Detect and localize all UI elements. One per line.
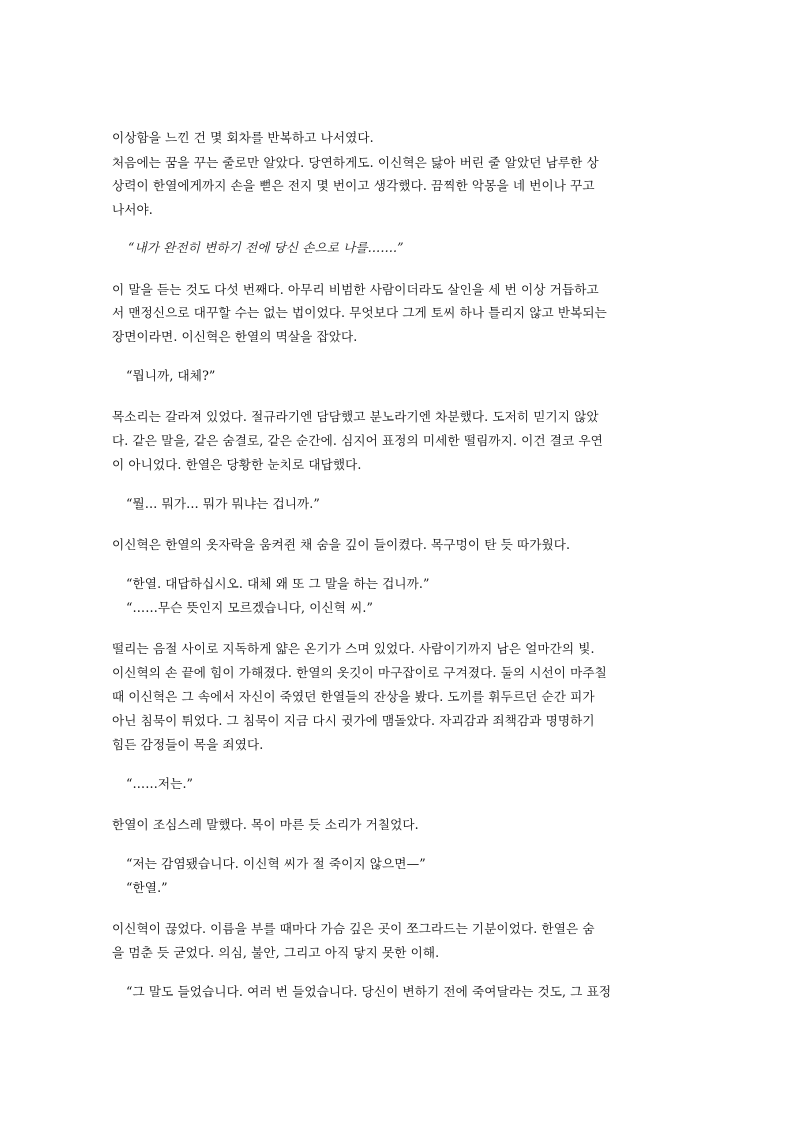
paragraph-line: 때 이신혁은 그 속에서 자신이 죽였던 한열들의 잔상을 봤다. 도끼를 휘두르던 순간 피가 [112, 689, 595, 704]
dialogue-line: “……저는.” [126, 776, 194, 791]
paragraph-line: 이 아니었다. 한열은 당황한 눈치로 대답했다. [112, 457, 362, 472]
paragraph-line: 다. 같은 말을, 같은 숨결로, 같은 순간에. 심지어 표정의 미세한 떨림까지. 이건 결코 우연 [112, 433, 603, 448]
dialogue-line: “뭡니까, 대체?” [126, 368, 216, 383]
dialogue-line: “저는 감염됐습니다. 이신혁 씨가 절 죽이지 않으면—” [126, 856, 426, 871]
paragraph-line: 처음에는 꿈을 꾸는 줄로만 알았다. 당연하게도. 이신혁은 닳아 버린 줄 알았던 남루한 상 [112, 155, 599, 170]
dialogue-line: “뭘… 뭐가… 뭐가 뭐냐는 겁니까.” [126, 496, 320, 511]
dialogue-line: “한열. 대답하십시오. 대체 왜 또 그 말을 하는 겁니까.” [126, 576, 430, 591]
paragraph-line: 아닌 침묵이 튀었다. 그 침묵이 지금 다시 귓가에 맴돌았다. 자괴감과 죄책감과 명명하기 [112, 713, 595, 728]
paragraph-line: 이 말을 듣는 것도 다섯 번째다. 아무리 비범한 사람이더라도 살인을 세 번 이상 거듭하고 [112, 282, 599, 297]
dialogue-line: “그 말도 들었습니다. 여러 번 들었습니다. 당신이 변하기 전에 죽여달라는 것도, 그 표정 [126, 984, 612, 999]
paragraph-line: 장면이라면. 이신혁은 한열의 멱살을 잡았다. [112, 329, 358, 344]
paragraph-line: 한열이 조심스레 말했다. 목이 마른 듯 소리가 거칠었다. [112, 817, 419, 832]
paragraph-line: 목소리는 갈라져 있었다. 절규라기엔 담담했고 분노라기엔 차분했다. 도저히 믿기지 않았 [112, 409, 599, 424]
paragraph-line: 떨리는 음절 사이로 지독하게 얇은 온기가 스며 있었다. 사람이기까지 남은 얼마간의 빛. [112, 641, 595, 656]
dialogue-line: “내가 완전히 변하기 전에 당신 손으로 나를…….” [128, 240, 404, 255]
paragraph-line: 나서야. [112, 202, 153, 217]
paragraph-line: 서 맨정신으로 대꾸할 수는 없는 법이었다. 무엇보다 그게 토씨 하나 틀리지 않고 반복되는 [112, 305, 607, 320]
paragraph-line: 상력이 한열에게까지 손을 뻗은 전지 몇 번이고 생각했다. 끔찍한 악몽을 네 번이나 꾸고 [112, 178, 595, 193]
dialogue-line: “한열.” [126, 880, 168, 895]
dialogue-line: “……무슨 뜻인지 모르겠습니다, 이신혁 씨.” [126, 600, 374, 615]
paragraph-line: 이신혁의 손 끝에 힘이 가해졌다. 한열의 옷깃이 마구잡이로 구겨졌다. 둘의 시선이 마주칠 [112, 665, 607, 680]
paragraph-line: 을 멈춘 듯 굳었다. 의심, 불안, 그리고 아직 닿지 못한 이해. [112, 945, 440, 960]
paragraph-line: 힘든 감정들이 목을 죄였다. [112, 737, 264, 752]
paragraph-line: 이신혁이 끊었다. 이름을 부를 때마다 가슴 깊은 곳이 쪼그라드는 기분이었다. 한열은 숨 [112, 921, 595, 936]
paragraph-line: 이상함을 느낀 건 몇 회차를 반복하고 나서였다. [112, 130, 374, 145]
paragraph-line: 이신혁은 한열의 옷자락을 움켜쥔 채 숨을 깊이 들이켰다. 목구멍이 탄 듯 따가웠다. [112, 537, 571, 552]
